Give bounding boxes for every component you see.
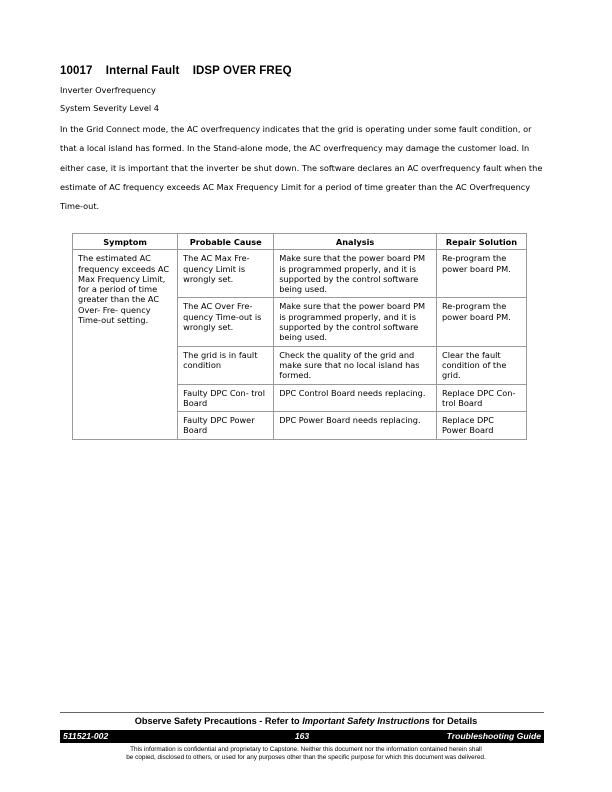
- fault-subtitle: Inverter Overfrequency: [60, 85, 156, 95]
- safety-notice: [0, 716, 612, 726]
- safety-prefix: Observe Safety Precautions - Refer to: [134, 716, 303, 726]
- troubleshooting-table: [72, 233, 527, 440]
- fault-name: Internal Fault: [105, 65, 180, 77]
- table-row: [73, 250, 527, 298]
- analysis-cell: DPC Control Board needs replacing.: [274, 384, 437, 412]
- doc-number: 511521-002: [63, 731, 109, 741]
- cause-cell: The AC Max Fre- quency Limit is wrongly set.: [178, 250, 274, 298]
- cause-cell: The grid is in fault condition: [178, 346, 274, 384]
- cause-cell: Faulty DPC Con- trol Board: [178, 384, 274, 412]
- analysis-cell: Make sure that the power board PM is programmed properly, and it is supported by the control software being used.: [274, 250, 437, 298]
- footer-bar: [60, 730, 544, 743]
- repair-cell: Clear the fault condition of the grid.: [436, 346, 526, 384]
- analysis-cell: Check the quality of the grid and make sure that no local island has formed.: [274, 346, 437, 384]
- fault-heading: [60, 65, 292, 77]
- repair-cell: Re-program the power board PM.: [436, 298, 526, 346]
- analysis-cell: Make sure that the power board PM is programmed properly, and it is supported by the control software being used.: [274, 298, 437, 346]
- safety-suffix: for Details: [429, 716, 478, 726]
- fault-description: In the Grid Connect mode, the AC overfrequency indicates that the grid is operating under some fault condition, or that a local island has formed. In the Stand-alone mode, the AC overfrequency may damage the customer load. In either case, it is important that the inverter be shut down. The software declares an AC overfrequency fault when the estimate of AC frequency exceeds AC Max Frequency Limit for a period of time greater than the AC Overfrequency Time-out.: [60, 124, 543, 212]
- confidentiality-line-1: This information is confidential and proprietary to Capstone. Neither this document nor the information contained herein shall: [130, 746, 482, 753]
- confidentiality-line-2: be copied, disclosed to others, or used for any purposes other than the specific purpose for which this document was delivered.: [126, 754, 486, 762]
- repair-cell: Replace DPC Power Board: [436, 412, 526, 440]
- fault-title: IDSP OVER FREQ: [192, 65, 292, 77]
- page-number: 163: [294, 731, 310, 741]
- safety-instructions-ref: Important Safety Instructions: [302, 716, 430, 726]
- fault-code: 10017: [60, 65, 93, 77]
- header-analysis: Analysis: [274, 234, 437, 250]
- symptom-cell: The estimated AC frequency exceeds AC Max Frequency Limit, for a period of time greater than the AC Over- Fre- quency Time-out setting.: [73, 250, 178, 439]
- guide-name: Troubleshooting Guide: [446, 731, 541, 741]
- header-symptom: Symptom: [73, 234, 178, 250]
- header-repair-solution: Repair Solution: [436, 234, 526, 250]
- header-probable-cause: Probable Cause: [178, 234, 274, 250]
- repair-cell: Re-program the power board PM.: [436, 250, 526, 298]
- confidentiality-notice: [0, 746, 612, 762]
- cause-cell: The AC Over Fre- quency Time-out is wrongly set.: [178, 298, 274, 346]
- repair-cell: Replace DPC Con- trol Board: [436, 384, 526, 412]
- analysis-cell: DPC Power Board needs replacing.: [274, 412, 437, 440]
- fault-severity: System Severity Level 4: [60, 103, 159, 113]
- cause-cell: Faulty DPC Power Board: [178, 412, 274, 440]
- footer-divider: [60, 712, 544, 713]
- table-header-row: [73, 234, 527, 250]
